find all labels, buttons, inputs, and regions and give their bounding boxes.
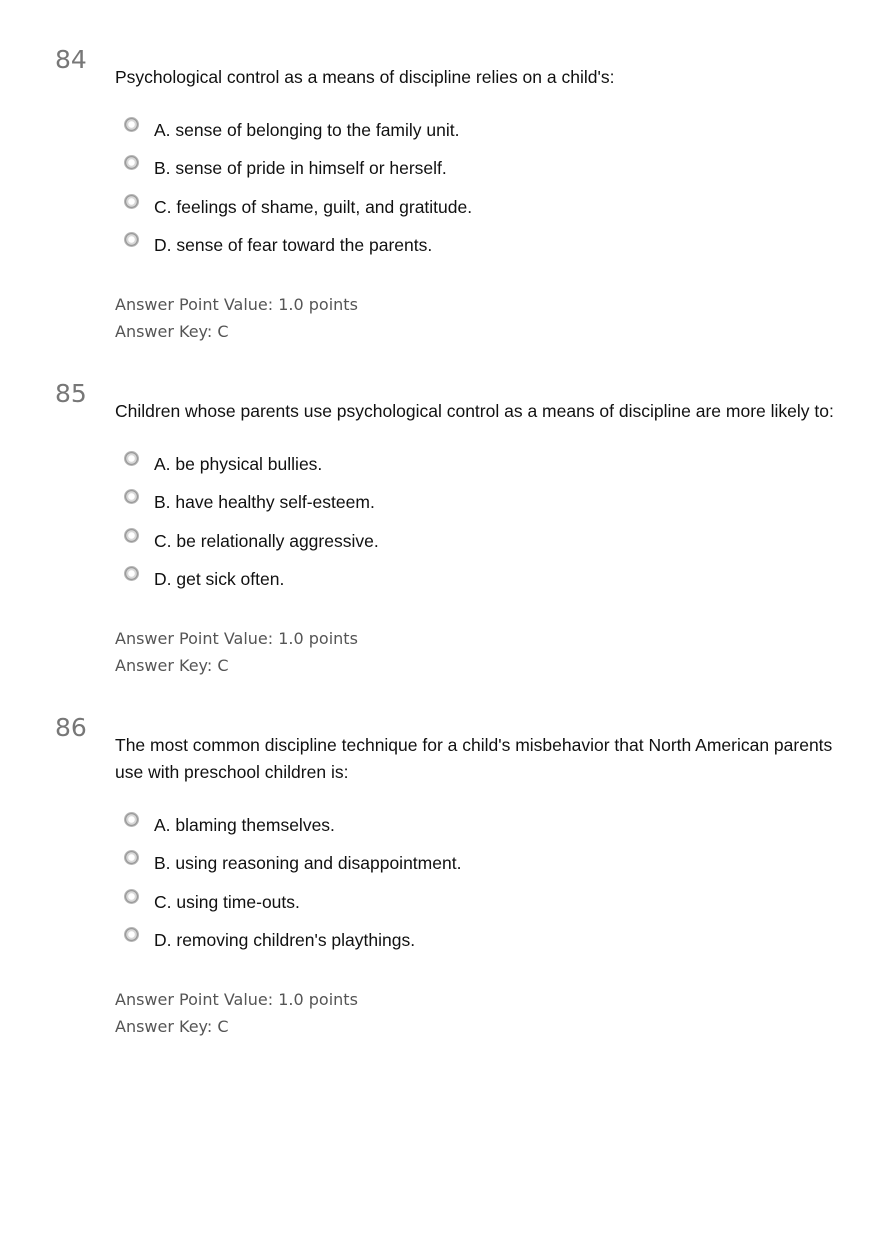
question-text: The most common discipline technique for a child's misbehavior that North American parents use with preschool children is: — [115, 735, 833, 782]
point-value: Answer Point Value: 1.0 points — [115, 295, 358, 314]
option-label: D. removing children's playthings. — [154, 929, 416, 950]
answer-meta — [115, 986, 358, 1040]
radio-button-icon[interactable] — [124, 528, 139, 543]
option-label: D. sense of fear toward the parents. — [154, 234, 433, 255]
radio-button-icon[interactable] — [124, 489, 139, 504]
radio-button-icon[interactable] — [124, 451, 139, 466]
radio-button-icon[interactable] — [124, 232, 139, 247]
answer-key: Answer Key: C — [115, 322, 229, 341]
answer-key: Answer Key: C — [115, 1017, 229, 1036]
option-label: A. blaming themselves. — [154, 815, 335, 835]
radio-button-icon[interactable] — [124, 889, 139, 904]
radio-button-icon[interactable] — [124, 117, 139, 132]
question-number: 86 — [55, 713, 87, 742]
option-label: D. get sick often. — [154, 568, 285, 589]
radio-button-icon[interactable] — [124, 566, 139, 581]
radio-button-icon[interactable] — [124, 155, 139, 170]
radio-button-icon[interactable] — [124, 850, 139, 865]
option-label: A. be physical bullies. — [154, 454, 323, 474]
radio-button-icon[interactable] — [124, 812, 139, 827]
option-label: B. using reasoning and disappointment. — [154, 853, 462, 874]
option-label: C. using time-outs. — [154, 891, 300, 912]
radio-button-icon[interactable] — [124, 927, 139, 942]
question-number: 84 — [55, 45, 87, 74]
point-value: Answer Point Value: 1.0 points — [115, 990, 358, 1009]
question-number: 85 — [55, 379, 87, 408]
question-text: Psychological control as a means of discipline relies on a child's: — [115, 67, 615, 87]
answer-key: Answer Key: C — [115, 656, 229, 675]
option-label: C. be relationally aggressive. — [154, 530, 379, 551]
radio-button-icon[interactable] — [124, 194, 139, 209]
answer-meta — [115, 625, 358, 679]
option-label: C. feelings of shame, guilt, and gratitude. — [154, 196, 473, 217]
option-label: B. have healthy self-esteem. — [154, 492, 375, 513]
option-label: A. sense of belonging to the family unit. — [154, 120, 460, 140]
answer-meta — [115, 291, 358, 345]
option-label: B. sense of pride in himself or herself. — [154, 158, 447, 179]
point-value: Answer Point Value: 1.0 points — [115, 629, 358, 648]
question-text: Children whose parents use psychological control as a means of discipline are more likely to: — [115, 401, 834, 421]
